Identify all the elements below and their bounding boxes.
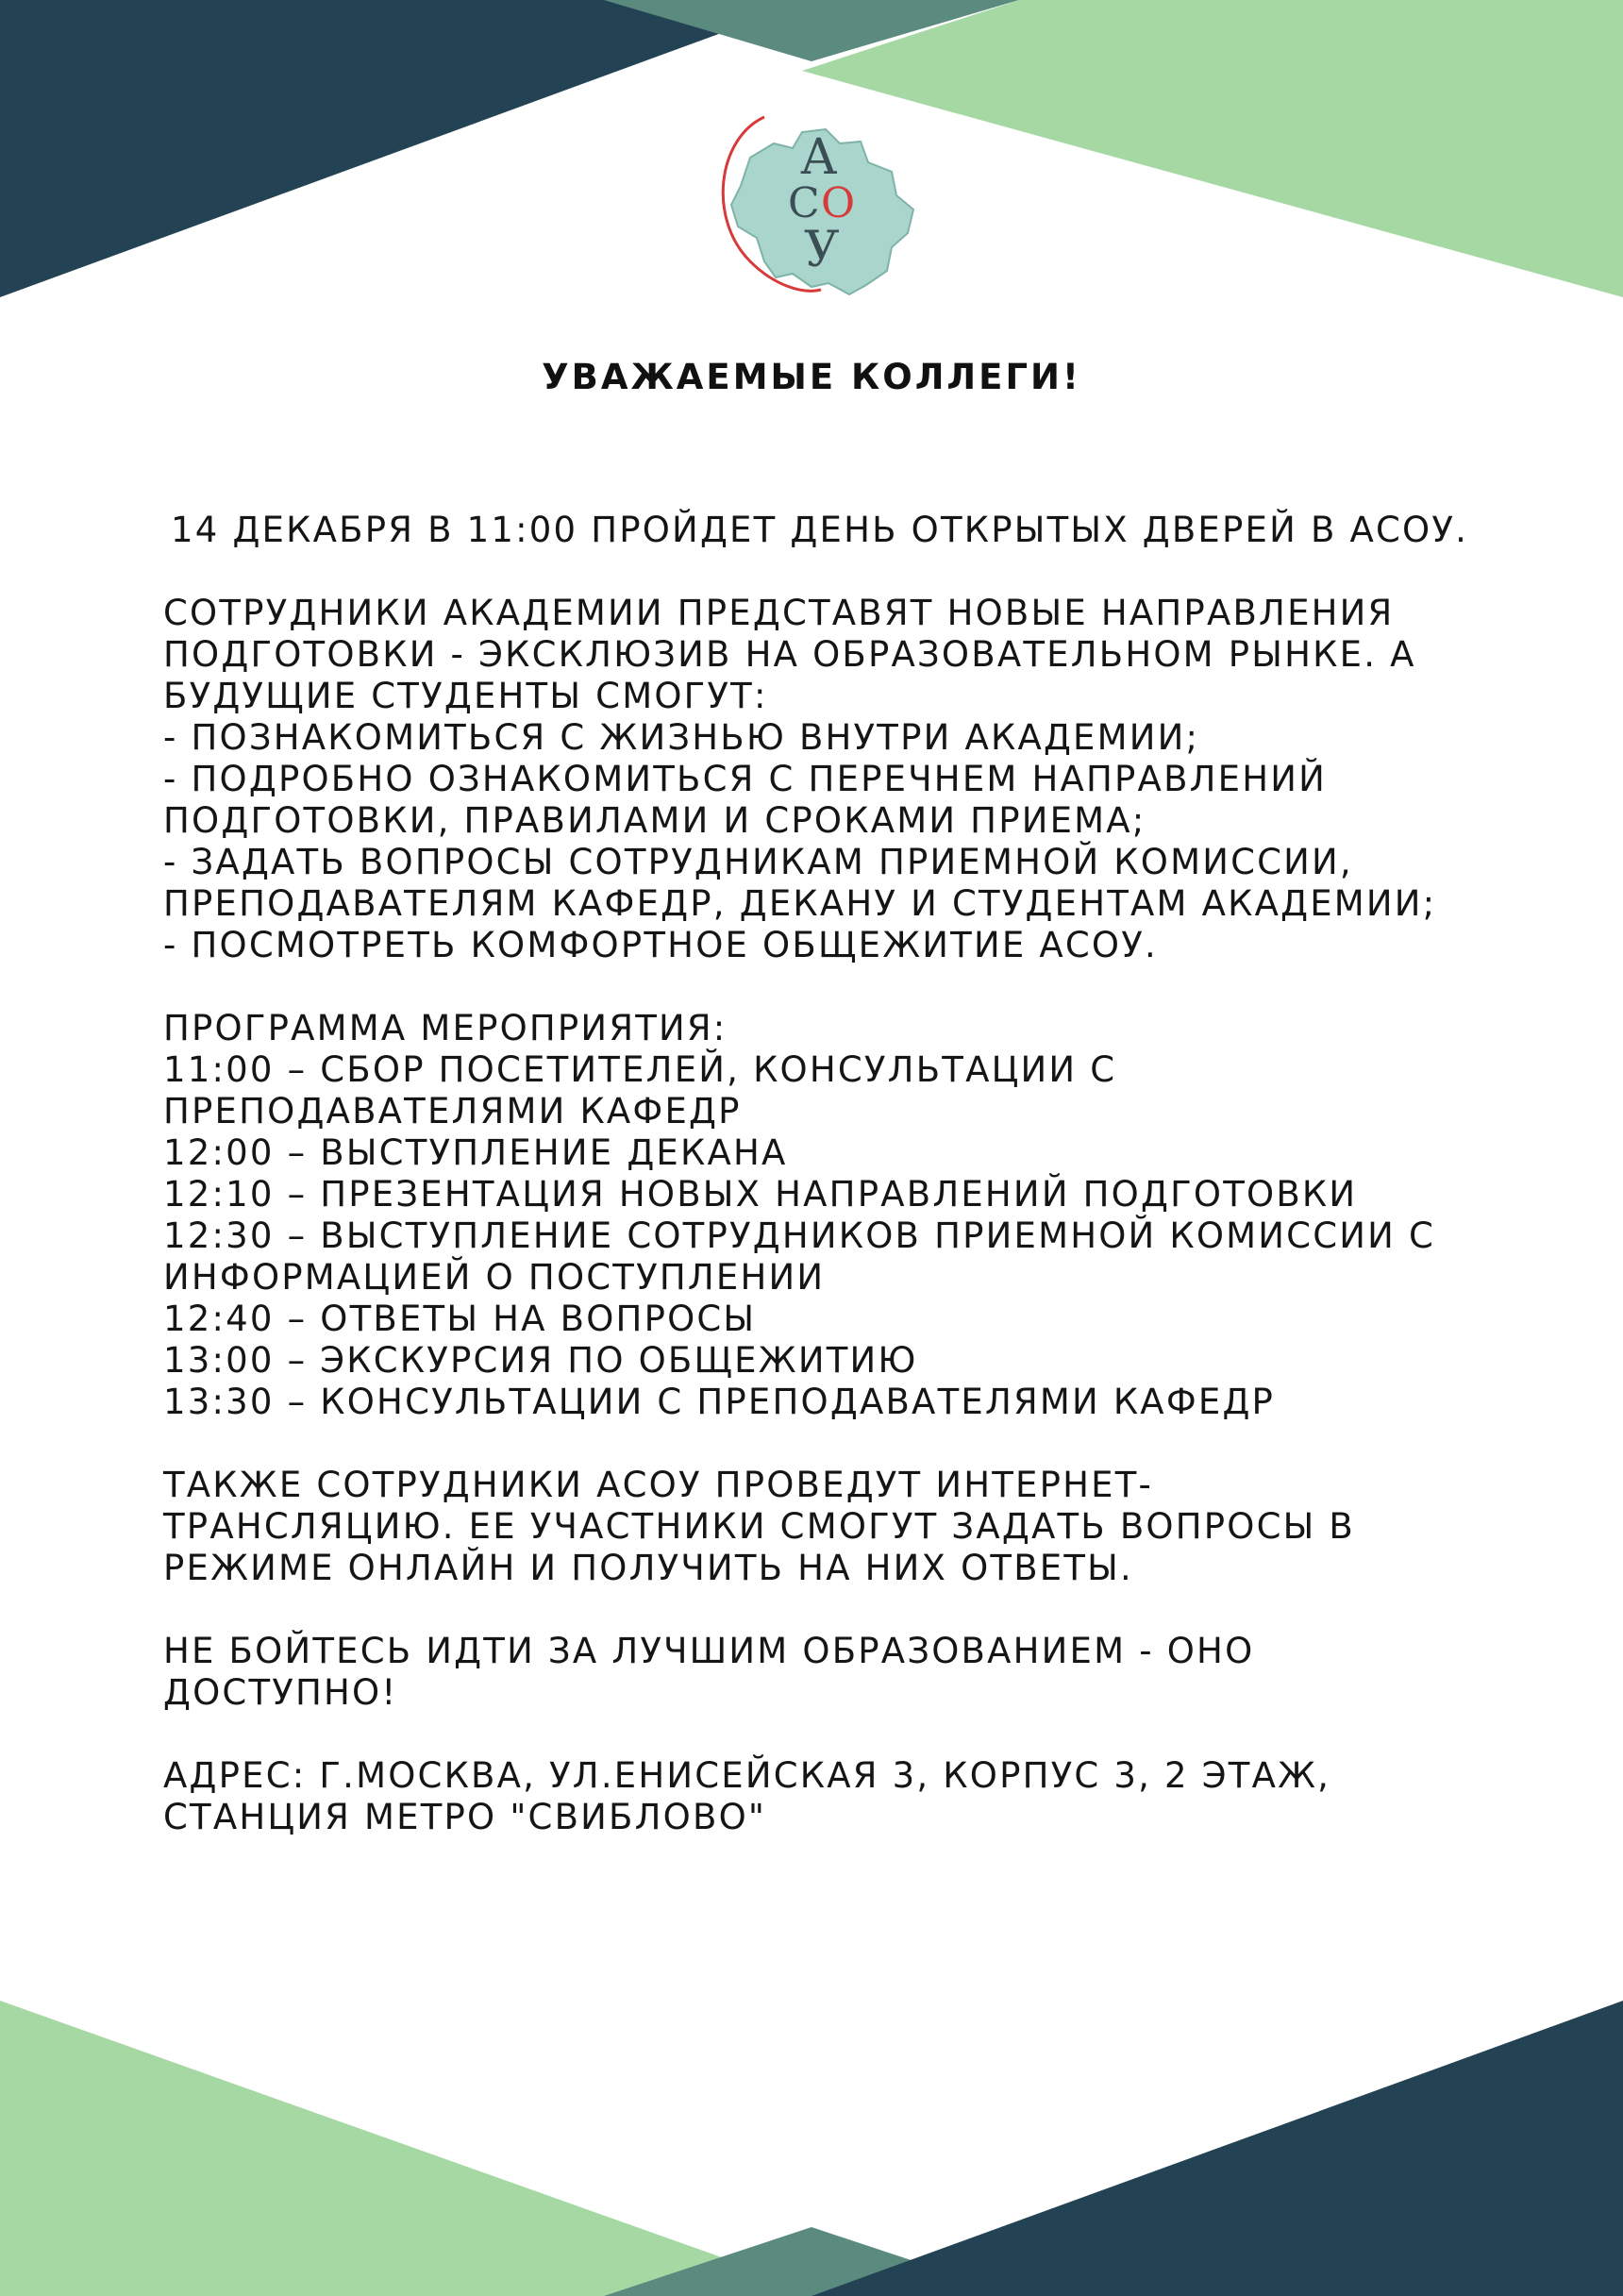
description-line: - ПОДРОБНО ОЗНАКОМИТЬСЯ С ПЕРЕЧНЕМ НАПРАВЛЕНИЙ [163,759,1328,799]
spacer [163,1589,1513,1631]
slogan-line: ДОСТУПНО! [163,1672,398,1713]
address-line: АДРЕС: Г.МОСКВА, УЛ.ЕНИСЕЙСКАЯ 3, КОРПУС 3, 2 ЭТАЖ, [163,1755,1331,1796]
program-line: 13:00 – ЭКСКУРСИЯ ПО ОБЩЕЖИТИЮ [163,1340,918,1381]
program-line: 11:00 – СБОР ПОСЕТИТЕЛЕЙ, КОНСУЛЬТАЦИИ С [163,1049,1117,1090]
top-right-green-triangle [802,0,1623,297]
spacer [163,551,1513,593]
spacer [163,1423,1513,1465]
program-line: 13:30 – КОНСУЛЬТАЦИИ С ПРЕПОДАВАТЕЛЯМИ КАФЕДР [163,1382,1276,1422]
description-line: - ПОЗНАКОМИТЬСЯ С ЖИЗНЬЮ ВНУТРИ АКАДЕМИИ; [163,717,1200,758]
logo-letter-o: О [821,179,856,227]
bottom-left-green-triangle [0,2001,830,2296]
page-title: УВАЖАЕМЫЕ КОЛЛЕГИ! [542,357,1081,397]
program-line: ИНФОРМАЦИЕЙ О ПОСТУПЛЕНИИ [163,1257,826,1298]
slogan-line: НЕ БОЙТЕСЬ ИДТИ ЗА ЛУЧШИМ ОБРАЗОВАНИЕМ - ОНО [163,1631,1255,1671]
program-line: ПРЕПОДАВАТЕЛЯМИ КАФЕДР [163,1091,742,1131]
description-paragraph [163,593,1513,966]
broadcast-line: ТАКЖЕ СОТРУДНИКИ АСОУ ПРОВЕДУТ ИНТЕРНЕТ- [163,1465,1154,1505]
broadcast-paragraph [163,1465,1513,1589]
program-line: 12:00 – ВЫСТУПЛЕНИЕ ДЕКАНА [163,1132,788,1173]
slogan-paragraph [163,1631,1513,1714]
description-line: - ПОСМОТРЕТЬ КОМФОРТНОЕ ОБЩЕЖИТИЕ АСОУ. [163,925,1158,965]
spacer [163,1714,1513,1755]
program-title: ПРОГРАММА МЕРОПРИЯТИЯ: [163,1008,728,1048]
intro-text: 14 ДЕКАБРЯ В 11:00 ПРОЙДЕТ ДЕНЬ ОТКРЫТЫХ ДВЕРЕЙ В АСОУ. [171,510,1469,550]
description-line: - ЗАДАТЬ ВОПРОСЫ СОТРУДНИКАМ ПРИЕМНОЙ КОМИССИИ, [163,842,1353,882]
description-line: БУДУЩИЕ СТУДЕНТЫ СМОГУТ: [163,676,768,716]
description-line: ПРЕПОДАВАТЕЛЯМ КАФЕДР, ДЕКАНУ И СТУДЕНТАМ АКАДЕМИИ; [163,883,1437,924]
program-section [163,1008,1513,1423]
description-line: СОТРУДНИКИ АКАДЕМИИ ПРЕДСТАВЯТ НОВЫЕ НАПРАВЛЕНИЯ [163,593,1395,633]
description-line: ПОДГОТОВКИ - ЭКСКЛЮЗИВ НА ОБРАЗОВАТЕЛЬНОМ РЫНКЕ. А [163,634,1416,675]
broadcast-line: РЕЖИМЕ ОНЛАЙН И ПОЛУЧИТЬ НА НИХ ОТВЕТЫ. [163,1548,1133,1588]
bottom-decoration [0,1982,1623,2296]
program-line: 12:10 – ПРЕЗЕНТАЦИЯ НОВЫХ НАПРАВЛЕНИЙ ПОДГОТОВКИ [163,1174,1358,1215]
broadcast-line: ТРАНСЛЯЦИЮ. ЕЕ УЧАСТНИКИ СМОГУТ ЗАДАТЬ ВОПРОСЫ В [163,1506,1356,1547]
program-line: 12:30 – ВЫСТУПЛЕНИЕ СОТРУДНИКОВ ПРИЕМНОЙ КОМИССИИ С [163,1215,1435,1256]
logo-letter-s: С [788,179,820,227]
logo-letter-u: У [804,222,840,278]
program-line: 12:40 – ОТВЕТЫ НА ВОПРОСЫ [163,1299,757,1339]
address-paragraph [163,1755,1513,1838]
main-content [163,510,1513,1838]
top-left-navy-triangle [0,0,812,297]
address-line: СТАНЦИЯ МЕТРО "СВИБЛОВО" [163,1797,767,1837]
asou-logo-icon [698,106,925,304]
spacer [163,966,1513,1008]
bottom-right-navy-triangle [812,2001,1623,2296]
description-line: ПОДГОТОВКИ, ПРАВИЛАМИ И СРОКАМИ ПРИЕМА; [163,800,1146,841]
logo-letter-a: А [800,129,838,186]
